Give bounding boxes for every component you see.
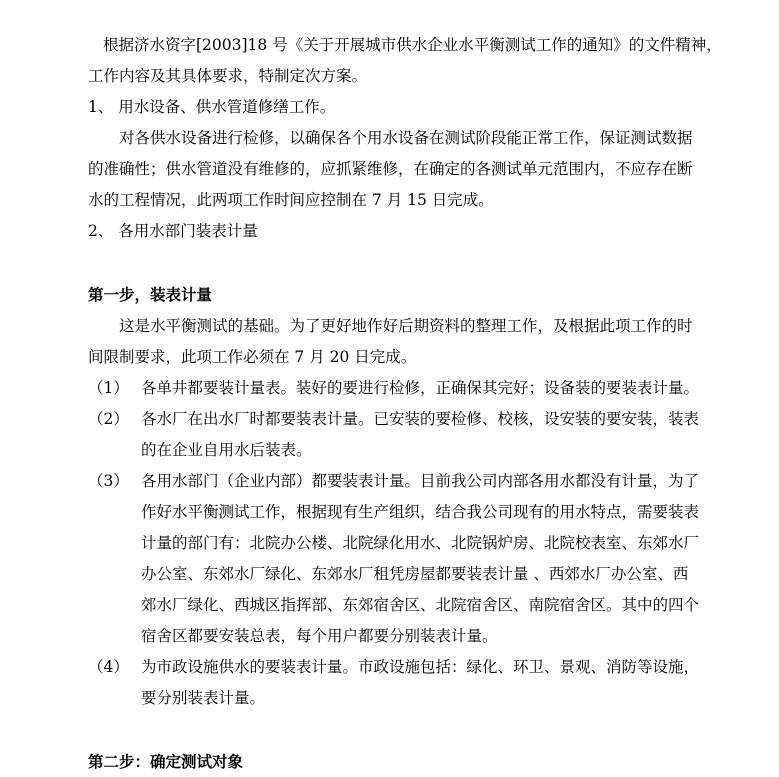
item-2-line-1: 各水厂在出水厂时都要装表计量。已安装的要检修、校核，设安装的要安装，装表 xyxy=(141,410,700,428)
item-4-line-2: 要分别装表计量。 xyxy=(141,689,266,707)
item-2-line-2: 的在企业自用水后装表。 xyxy=(141,441,312,459)
item-4-number: （4） xyxy=(88,658,129,676)
item-3-line-1: 各用水部门（企业内部）都要装表计量。目前我公司内部各用水都没有计量，为了 xyxy=(141,472,700,490)
item-3-line-2: 作好水平衡测试工作，根据现有生产组织，结合我公司现有的用水特点，需要装表 xyxy=(141,503,700,521)
section-1-line-1: 对各供水设备进行检修，以确保各个用水设备在测试阶段能正常工作，保证测试数据 xyxy=(119,129,693,147)
step-1-line-1: 这是水平衡测试的基础。为了更好地作好后期资料的整理工作，及根据此项工作的时 xyxy=(119,317,693,335)
section-1-title: 1、 用水设备、供水管道修缮工作。 xyxy=(88,98,336,116)
section-1-line-3: 水的工程情况，此两项工作时间应控制在 7 月 15 日完成。 xyxy=(88,191,494,209)
item-1-number: （1） xyxy=(88,379,129,397)
section-2-title: 2、 各用水部门装表计量 xyxy=(88,222,258,240)
step-1-line-2: 间限制要求，此项工作必须在 7 月 20 日完成。 xyxy=(88,348,417,366)
item-3-line-3: 计量的部门有：北院办公楼、北院绿化用水、北院锅炉房、北院校表室、东郊水厂 xyxy=(141,534,700,552)
item-3-line-4: 办公室、东郊水厂绿化、东郊水厂租凭房屋都要装表计量 、西郊水厂办公室、西 xyxy=(141,565,689,583)
item-3-line-6: 宿舍区都要安装总表，每个用户都要分别装表计量。 xyxy=(141,627,498,645)
item-1-line-1: 各单井都要装计量表。装好的要进行检修，正确保其完好；设备装的要装表计量。 xyxy=(141,379,700,397)
item-4-line-1: 为市政设施供水的要装表计量。市政设施包括：绿化、环卫、景观、消防等设施， xyxy=(141,658,700,676)
section-1-line-2: 的准确性；供水管道没有维修的，应抓紧维修，在确定的各测试单元范围内，不应存在断 xyxy=(88,160,693,178)
step-1-heading: 第一步，装表计量 xyxy=(88,285,213,304)
item-2-number: （2） xyxy=(88,410,129,428)
item-3-number: （3） xyxy=(88,472,129,490)
item-3-line-5: 郊水厂绿化、西城区指挥部、东郊宿舍区、北院宿舍区、南院宿舍区。其中的四个 xyxy=(141,596,700,614)
intro-line-1: 根据济水资字[2003]18 号《关于开展城市供水企业水平衡测试工作的通知》的文件精神， xyxy=(103,36,722,54)
step-2-heading: 第二步：确定测试对象 xyxy=(88,752,244,771)
intro-line-2: 工作内容及其具体要求，特制定次方案。 xyxy=(88,67,368,85)
